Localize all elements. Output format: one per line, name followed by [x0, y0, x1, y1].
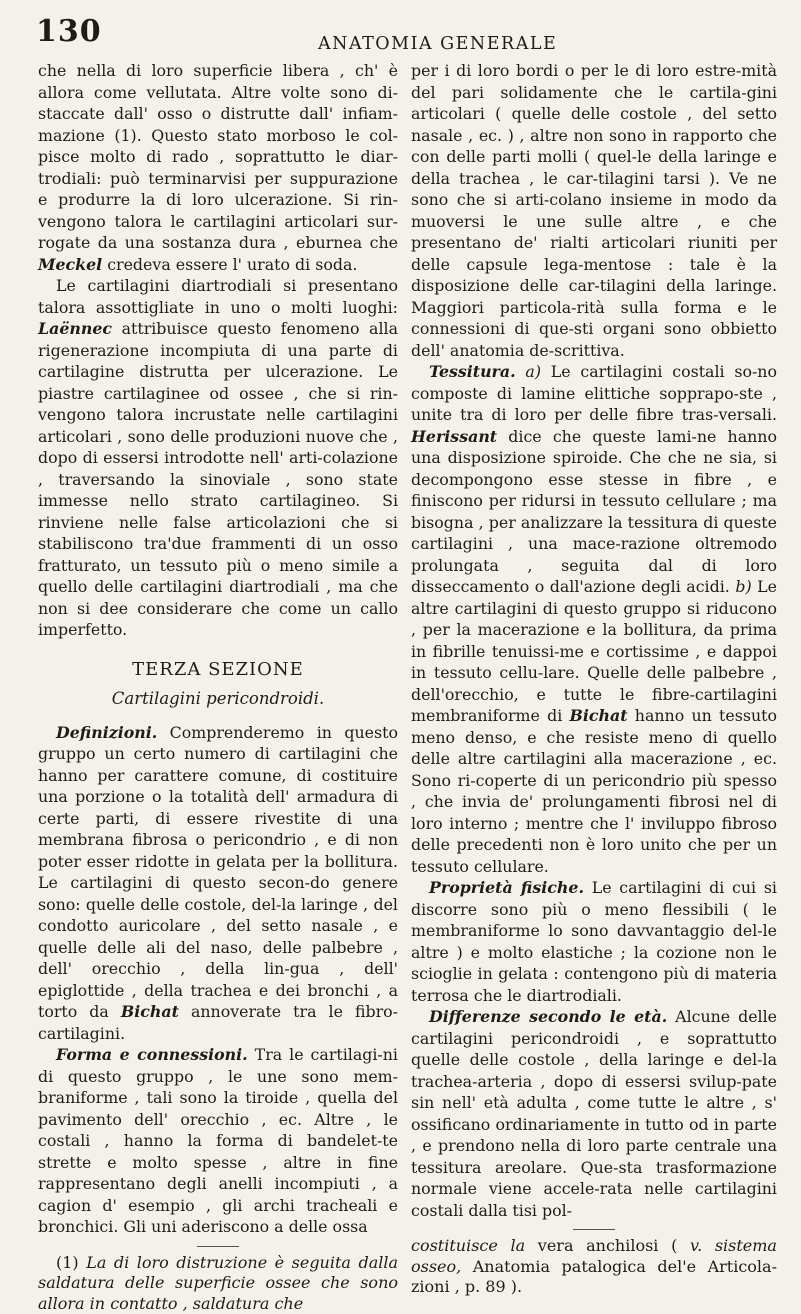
- footnote-rule: [573, 1229, 615, 1230]
- rubric: Forma e connessioni.: [56, 1045, 248, 1064]
- author-name: Bichat: [121, 1002, 179, 1021]
- rubric: Differenze secondo le età.: [429, 1007, 667, 1026]
- section-subtitle: Cartilagini pericondroidi.: [38, 688, 398, 710]
- right-column: [411, 60, 777, 1298]
- author-name: Laënnec: [38, 319, 112, 338]
- section-title: TERZA SEZIONE: [38, 659, 398, 681]
- page-number: 130: [36, 14, 102, 49]
- footnote: (1) La di loro distruzione è seguita dalla saldatura delle superficie ossee che sono allora in contatto , saldatura che: [38, 1253, 398, 1314]
- paragraph: Forma e connessioni. Tra le cartilagi-ni di questo gruppo , le une sono mem-braniforme , tali sono la tiroide , quella del pavimento dell' orecchio , ec. Altre , le costali , hanno la forma di bandelet-te strette e molto spesse , altre in fine rappresentano degli anelli incompiuti , a cagion d' esempio , gli archi tracheali e bronchici. Gli uni aderiscono a delle ossa: [38, 1044, 398, 1238]
- footnote-mark: (1): [56, 1253, 79, 1272]
- paragraph: Definizioni. Comprenderemo in questo gruppo un certo numero di cartilagini che hanno per carattere comune, di costituire una porzione o la totalità dell' armadura di certe parti, di essere rivestite di una membrana fibrosa o pericondrio , e di non poter esser ridotte in gelata per la bollitura. Le cartilagini di questo secon-do genere sono: quelle delle costole, del-la laringe , del condotto auricolare , del setto nasale , e quelle delle ali del naso, delle palbebre , dell' orecchio , della lin-gua , dell' epiglottide , della trachea e dei bronchi , a torto da Bichat annoverate tra le fibro-cartilagini.: [38, 722, 398, 1045]
- running-title: ANATOMIA GENERALE: [318, 34, 557, 54]
- left-column: [38, 60, 398, 1314]
- author-name: Bichat: [570, 706, 628, 725]
- rubric: Definizioni.: [56, 723, 157, 742]
- paragraph: Differenze secondo le età. Alcune delle cartilagini pericondroidi , e soprattutto quelle delle costole , della laringe e del-la trachea-arteria , dopo di essersi svilup-pate sin nell' età adulta , come tutte le altre , s' ossificano ordinariamente in tutto od in parte , e prendono nella di loro parte centrale una tessitura areolare. Que-sta trasformazione normale viene accele-rata nelle cartilagini costali dalla tisi pol-: [411, 1006, 777, 1221]
- author-name: Meckel: [38, 255, 102, 274]
- paragraph: che nella di loro superficie libera , ch' è allora come vellutata. Altre volte sono di-staccate dall' osso o distrutte dall' infiam-mazione (1). Questo stato morboso le col-pisce molto di rado , soprattutto le diar-trodiali: può terminarvisi per suppurazione e produrre la di loro ulcerazione. Si rin-vengono talora le cartilagini articolari sur-rogate da una sostanza dura , eburnea che Meckel credeva essere l' urato di soda.: [38, 60, 398, 275]
- rubric: Proprietà fisiche.: [429, 878, 584, 897]
- page-header: [36, 14, 773, 54]
- author-name: Herissant: [411, 427, 497, 446]
- rubric: Tessitura.: [429, 362, 516, 381]
- paragraph: Tessitura. a) Le cartilagini costali so-no composte di lamine elittiche sopprapo-ste , unite tra di loro per delle fibre tras-versali. Herissant dice che queste lami-ne hanno una disposizione spiroide. Che che ne sia, si decompongono esse stesse in fibre , e finiscono per ridursi in tessuto cellulare ; ma bisogna , per analizzare la tessitura di queste cartilagini , una mace-razione oltremodo prolungata , seguita dal di loro disseccamento o dall'azione degli acidi. b) Le altre cartilagini di questo gruppo si riducono , per la macerazione e la bollitura, da prima in fibrille tenuissi-me e cortissime , e dappoi in tessuto cellu-lare. Quelle delle palbebre , dell'orecchio, e tutte le fibre-cartilagini membraniforme di Bichat hanno un tessuto meno denso, e che resiste meno di quello delle altre cartilagini alla macerazione , ec. Sono ri-coperte di un pericondrio più spesso , che invia de' prolungamenti fibrosi nel di loro interno ; mentre che l' inviluppo fibroso delle precedenti non è loro unito che per un tessuto cellulare.: [411, 361, 777, 877]
- paragraph: per i di loro bordi o per le di loro estre-mità del pari solidamente che le cartila-gini articolari ( quelle delle costole , del setto nasale , ec. ) , altre non sono in rapporto che con delle parti molli ( quel-le della laringe e della trachea , le car-tilagini tarsi ). Ve ne sono che si arti-colano insieme in modo da muoversi le une sulle altre , e che presentano de' rialti articolari riuniti per delle capsule lega-mentose : tale è la disposizione delle car-tilagini della laringe. Maggiori particola-rità sulla forma e le connessioni di que-sti organi sono obbietto dell' anatomia de-scrittiva.: [411, 60, 777, 361]
- paragraph: Proprietà fisiche. Le cartilagini di cui si discorre sono più o meno flessibili ( le membraniforme lo sono davvantaggio del-le altre ) e molto elastiche ; la cozione non le scioglie in gelata : contengono più di materia terrosa che le diartrodiali.: [411, 877, 777, 1006]
- footnote-continuation: costituisce la vera anchilosi ( v. sistema osseo, Anatomia patalogica del'e Articola-zioni , p. 89 ).: [411, 1236, 777, 1298]
- footnote-rule: [197, 1246, 239, 1247]
- paragraph: Le cartilagini diartrodiali si presentano talora assottigliate in uno o molti luoghi: Laënnec attribuisce questo fenomeno alla rigenerazione incompiuta di una parte di cartilagine distrutta per ulcerazione. Le piastre cartilaginee od ossee , che si rin-vengono talora incrustate nelle cartilagini articolari , sono delle produzioni nuove che , dopo di essersi introdotte nell' arti-colazione , traversando la sinoviale , sono state immesse nello strato cartilagineo. Si rinviene nelle false articolazioni che si stabiliscono tra'due frammenti di un osso fratturato, un tessuto più o meno simile a quello delle cartilagini diartrodiali , ma che non si dee considerare che come un callo imperfetto.: [38, 275, 398, 641]
